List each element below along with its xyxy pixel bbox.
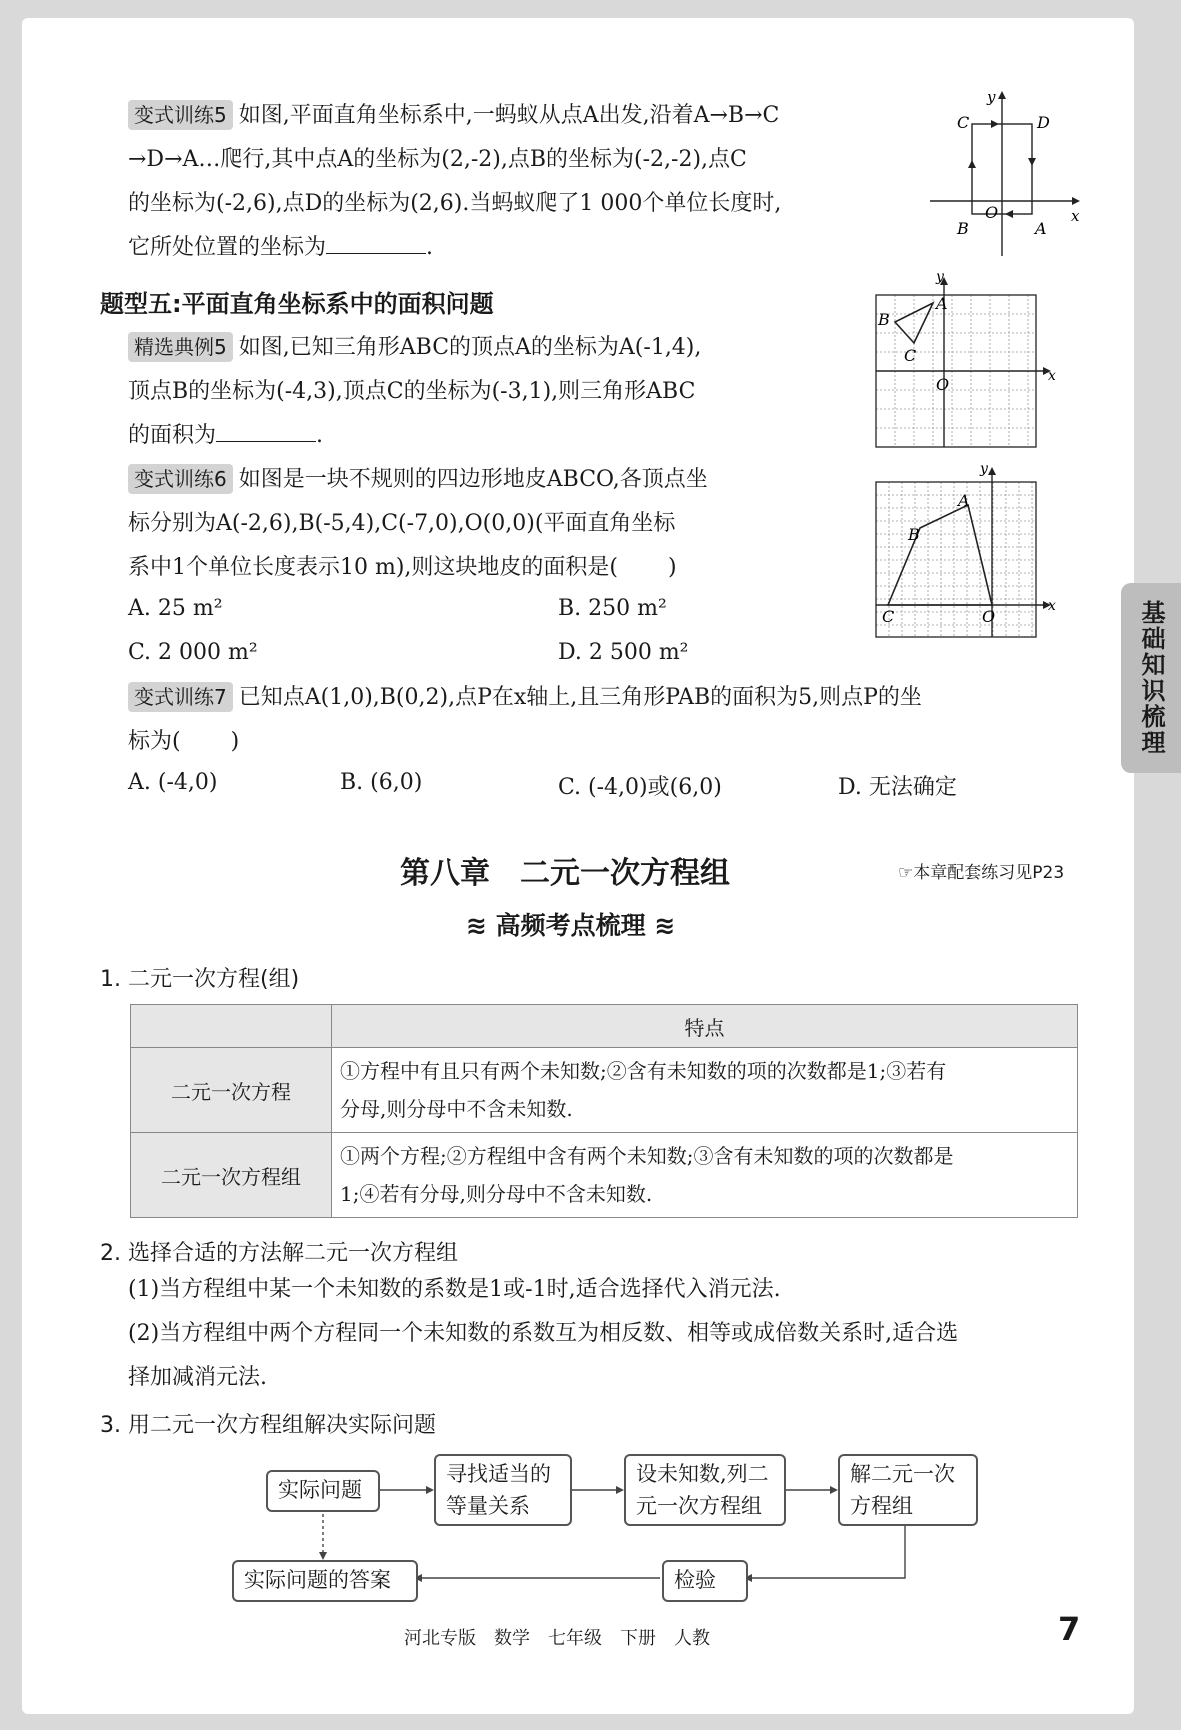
variant6-paren-close: ) [668,555,677,580]
variant5-block [128,94,918,270]
variant5-line4: 它所处位置的坐标为 [128,235,327,260]
fig6-y-label: y [980,462,988,477]
row-text: 1;④若有分母,则分母中不含未知数. [340,1182,653,1206]
variant5-line3: 的坐标为(-2,6),点D的坐标为(2,6).当蚂蚁爬了1 000个单位长度时, [128,191,782,216]
fig5-o-label: O [985,203,999,222]
row-name: 二元一次方程 [131,1048,332,1133]
flow-box-problem: 实际问题 [266,1470,380,1512]
variant7-option-c[interactable]: C. (-4,0)或(6,0) [558,775,722,800]
fig-e5-a-label: A [936,294,948,313]
flow-text: 寻找适当的 [446,1462,551,1486]
variant6-line2: 标分别为A(-2,6),B(-5,4),C(-7,0),O(0,0)(平面直角坐标 [128,511,676,536]
side-tab[interactable]: 基础知识梳理 [1121,583,1181,773]
variant6-line1: 如图是一块不规则的四边形地皮ABCO,各顶点坐 [238,467,708,492]
variant6-option-b[interactable]: B. 250 m² [558,596,667,621]
fig-e5-x-label: x [1048,368,1056,384]
variant7-option-b[interactable]: B. (6,0) [340,770,423,795]
section5-title: 题型五:平面直角坐标系中的面积问题 [100,290,494,318]
point2-item1: (1)当方程组中某一个未知数的系数是1或-1时,适合选择代入消元法. [128,1277,781,1302]
fig5-b-label: B [957,219,969,238]
example5-line2: 顶点B的坐标为(-4,3),顶点C的坐标为(-3,1),则三角形ABC [128,379,696,404]
fig-e5-o-label: O [936,375,950,394]
triangle-grid-figure [868,270,1068,452]
variant6-block [128,458,828,590]
variant6-tag: 变式训练6 [128,464,233,494]
feature-table [130,1004,1078,1218]
variant7-tag: 变式训练7 [128,682,233,712]
chapter-title: 第八章 二元一次方程组 [400,856,730,891]
chapter-ref-text: 本章配套练习见P23 [913,863,1065,883]
pointing-hand-icon: ☞ [898,863,914,883]
variant5-line1: 如图,平面直角坐标系中,一蚂蚁从点A出发,沿着A→B→C [238,103,780,128]
wave-right-icon: ≋ [654,911,676,940]
variant5-period: . [426,235,434,260]
variant7-line2: 标为( [128,729,181,754]
row-text: ①两个方程;②方程组中含有两个未知数;③含有未知数的项的次数都是 [340,1144,954,1168]
variant5-tag: 变式训练5 [128,100,233,130]
table-header: 特点 [332,1005,1078,1048]
fig5-a-label: A [1035,219,1047,238]
fig6-x-label: x [1048,598,1056,614]
variant7-option-d[interactable]: D. 无法确定 [838,775,957,800]
flow-box-check: 检验 [662,1560,748,1602]
flow-text: 设未知数,列二 [636,1462,769,1486]
fig-e5-c-label: C [904,346,917,365]
variant7-block [128,676,1088,764]
variant7-option-a[interactable]: A. (-4,0) [128,770,218,795]
point3-title: 3. 用二元一次方程组解决实际问题 [100,1413,436,1438]
flow-text: 等量关系 [446,1494,530,1518]
wave-left-icon: ≋ [466,911,487,940]
row-text: ①方程中有且只有两个未知数;②含有未知数的项的次数都是1;③若有 [340,1059,947,1083]
example5-line1: 如图,已知三角形ABC的顶点A的坐标为A(-1,4), [238,335,702,360]
fig-e5-b-label: B [878,310,890,329]
flow-text: 元一次方程组 [636,1494,762,1518]
variant6-option-a[interactable]: A. 25 m² [128,596,223,621]
fig5-d-label: D [1037,113,1050,132]
answer-blank [216,419,316,442]
point2-body [128,1268,1088,1400]
chapter-ref [898,858,1064,883]
answer-blank [326,231,426,254]
row-text: 分母,则分母中不含未知数. [340,1097,573,1121]
fig5-x-label: x [1071,207,1080,225]
fig5-c-label: C [957,113,970,132]
fig6-a-label: A [958,491,970,510]
flow-box-solve [838,1454,978,1526]
fig5-y-label: y [987,88,996,106]
variant6-option-c[interactable]: C. 2 000 m² [128,640,258,665]
table-row [131,1133,1078,1218]
fig6-b-label: B [908,525,920,544]
variant7-paren-close: ) [230,729,240,754]
footer-text: 河北专版 数学 七年级 下册 人教 [404,1628,710,1649]
example5-period: . [316,423,324,448]
fig6-c-label: C [882,607,895,626]
chapter-subtitle [466,906,675,942]
variant5-line2: →D→A…爬行,其中点A的坐标为(2,-2),点B的坐标为(-2,-2),点C [128,147,747,172]
flow-text: 方程组 [850,1494,913,1518]
point1-title: 1. 二元一次方程(组) [100,967,300,992]
fig6-o-label: O [982,607,996,626]
point2-title: 2. 选择合适的方法解二元一次方程组 [100,1241,458,1266]
quadrilateral-grid-figure [868,462,1068,642]
point2-item2: (2)当方程组中两个方程同一个未知数的系数互为相反数、相等或成倍数关系时,适合选 [128,1321,959,1346]
variant6-option-d[interactable]: D. 2 500 m² [558,640,689,665]
example5-tag: 精选典例5 [128,332,233,362]
subtitle-text: 高频考点梳理 [495,911,646,940]
point2-item2-cont: 择加减消元法. [128,1365,267,1390]
flow-box-equal-relation [434,1454,572,1526]
variant6-line3: 系中1个单位长度表示10 m),则这块地皮的面积是( [128,555,619,580]
flow-text: 解二元一次 [850,1462,955,1486]
example5-block [128,326,828,458]
flow-box-answer: 实际问题的答案 [232,1560,418,1602]
example5-line3: 的面积为 [128,423,217,448]
page-number: 7 [1058,1610,1081,1648]
variant7-line1: 已知点A(1,0),B(0,2),点P在x轴上,且三角形PAB的面积为5,则点P的坐 [238,685,922,710]
row-name: 二元一次方程组 [131,1133,332,1218]
fig-e5-y-label: y [936,270,944,285]
flow-box-set-unknowns [624,1454,786,1526]
table-row [131,1048,1078,1133]
ant-path-figure [925,88,1085,258]
